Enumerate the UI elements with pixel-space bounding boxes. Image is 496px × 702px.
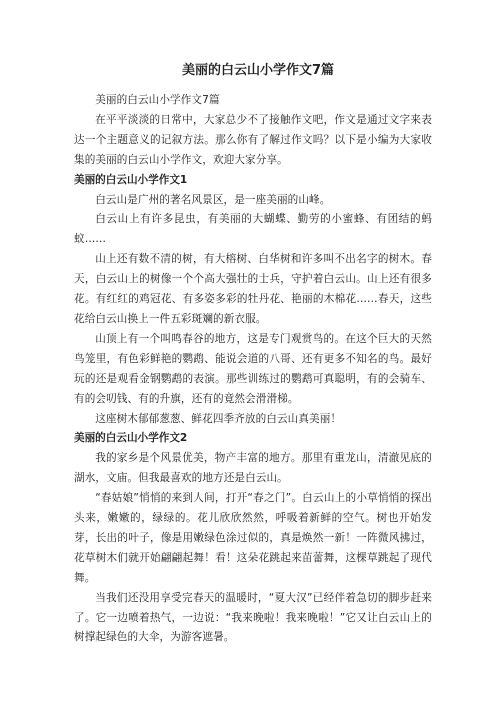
section-heading-2: 美丽的白云山小学作文2 [74, 432, 188, 445]
paragraph: 当我们还没用享受完春天的温暖时，“夏大汉”已经伴着急切的脚步赶来了。它一边喷着热气，一边说：“我来晚啦！我来晚啦！”它又让白云山上的树撑起绿色的大伞，为游客遮暑。 [74, 591, 432, 644]
paragraph: 这座树木郁郁葱葱、鲜花四季齐放的白云山真美丽！ [95, 412, 342, 425]
paragraph: 山顶上有一个叫鸣春谷的地方，这是专门观赏鸟的。在这个巨大的天然鸟笼里，有色彩鲜艳的鹦鹉、能说会道的八哥、还有更多不知名的鸟。最好玩的还是观看金钢鹦鹉的表演。那些训练过的鹦鹉可真聪明，有的会骑车、有的会叨钱、有的升旗，还有的竟然会滑滑梯。 [74, 332, 432, 405]
paragraph: 山上还有数不清的树，有大榕树、白华树和许多叫不出名字的树木。春天，白云山上的树像一个个高大强壮的士兵，守护着白云山。山上还有很多花。有红红的鸡冠花、有多姿多彩的牡丹花、艳丽的木棉花……春天，这些花给白云山换上一件五彩斑斓的新衣服。 [74, 253, 432, 325]
intro-subtitle: 美丽的白云山小学作文7篇 [95, 94, 220, 106]
document-title: 美丽的白云山小学作文7篇 [181, 63, 335, 78]
paragraph: 我的家乡是个风景优美，物产丰富的地方。那里有重龙山，清澈见底的湖水，文庙。但我最喜欢的地方还是白云山。 [74, 452, 432, 485]
intro-paragraph: 在平平淡淡的日常中，大家总少不了接触作文吧，作文是通过文字来表达一个主题意义的记叙方法。那么你有了解过作文吗？以下是小编为大家收集的美丽的白云山小学作文，欢迎大家分享。 [74, 113, 432, 166]
section-heading-1: 美丽的白云山小学作文1 [74, 173, 188, 186]
paragraph: 白云山上有许多昆虫，有美丽的大蝴蝶、勤劳的小蜜蜂、有团结的蚂蚁…… [74, 213, 432, 246]
paragraph: “春姑娘”悄悄的来到人间，打开“春之门”。白云山上的小草悄悄的探出头来，嫩嫩的，绿绿的。花儿欣欣然然，呼吸着新鲜的空气。树也开始发芽，长出的叶子，像是用嫩绿色涂过似的，真是焕然一新！一阵微风拂过，花草树木们就开始翩翩起舞！看！这朵花跳起来苗蕾舞，这棵草跳起了现代舞。 [74, 492, 432, 584]
paragraph: 白云山是广州的著名风景区，是一座美丽的山峰。 [95, 193, 331, 206]
